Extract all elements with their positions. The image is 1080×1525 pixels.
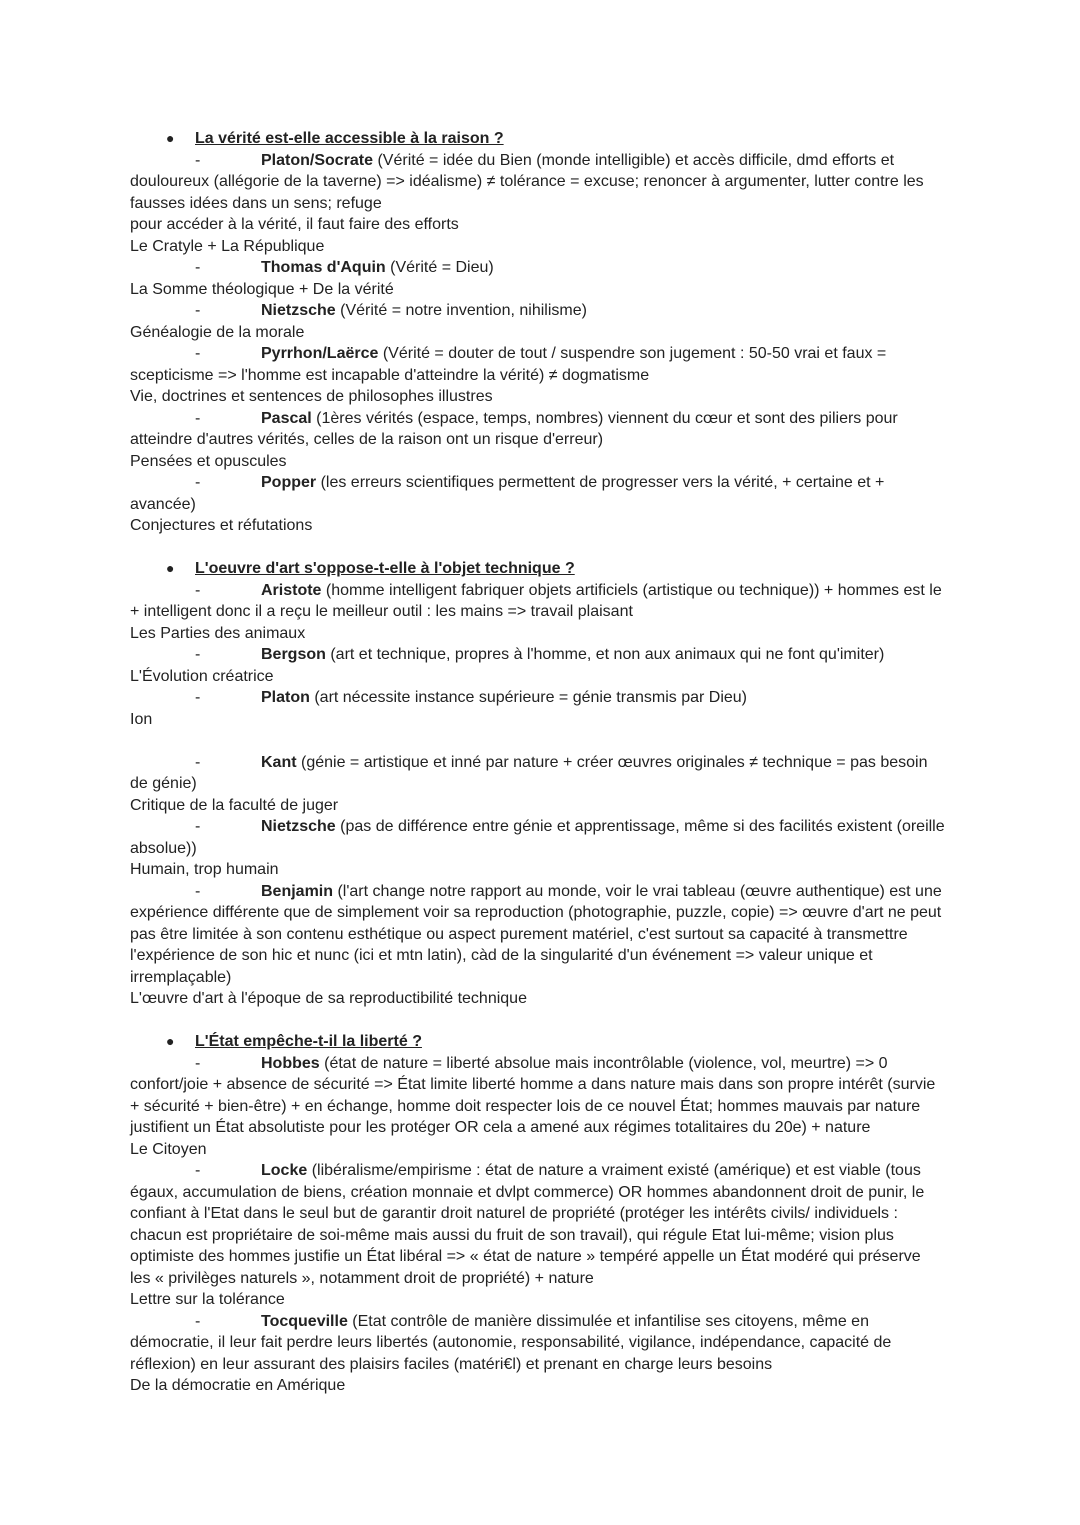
author-name: Benjamin [261, 882, 334, 900]
entry-text: (l'art change notre rapport au monde, voir le vrai tableau (œuvre authentique) est une expérience différente que de simplement voir sa reproduction (photographie, puzzle, copie) => œuvre d'art ne peut pas être limitée à son contenu esthétique ou aspect purement matériel, c'est surtout sa capacité à transmettre l'expérience de son hic et nunc (ici et mtn latin), càd de la singularité d'un événement => valeur unique et irremplaçable) [130, 882, 942, 986]
book-title: Critique de la faculté de juger [130, 796, 339, 814]
entry-nietzsche-verite [130, 300, 945, 322]
section-verite [130, 128, 945, 537]
author-name: Aristote [261, 581, 322, 599]
author-name: Kant [261, 753, 297, 771]
entry-locke [130, 1160, 945, 1289]
book-title: Ion [130, 710, 153, 728]
section-title: L'État empêche-t-il la liberté ? [195, 1033, 422, 1050]
dash-marker: - [195, 882, 201, 900]
entry-text: (Vérité = Dieu) [385, 259, 494, 276]
book-title: Les Parties des animaux [130, 624, 306, 642]
entry-text: (1ères vérités (espace, temps, nombres) viennent du cœur et sont des piliers pour atteindre d'autres vérités, celles de la raison ont un risque d'erreur) [130, 409, 898, 448]
document-page [130, 128, 945, 1418]
entry-platon-socrate [130, 150, 945, 215]
author-name: Bergson [261, 646, 326, 663]
dash-marker: - [195, 646, 201, 663]
section-etat-liberte [130, 1031, 945, 1397]
dash-marker: - [195, 259, 201, 276]
entry-tocqueville [130, 1311, 945, 1376]
author-name: Locke [261, 1162, 308, 1179]
dash-marker: - [195, 581, 201, 599]
book-title: L'Évolution créatrice [130, 667, 274, 685]
section-title: L'oeuvre d'art s'oppose-t-elle à l'objet technique ? [195, 560, 575, 577]
entry-bergson [130, 644, 945, 666]
book-title: Le Cratyle + La République [130, 237, 325, 255]
section-title: La vérité est-elle accessible à la raison ? [195, 130, 504, 147]
entry-benjamin [130, 881, 945, 989]
author-name: Tocqueville [261, 1312, 348, 1330]
author-name: Pascal [261, 409, 312, 427]
dash-marker: - [195, 345, 201, 362]
entry-text: (Vérité = notre invention, nihilisme) [335, 302, 587, 319]
section-heading [130, 558, 945, 580]
dash-marker: - [195, 818, 201, 835]
entry-text: (Etat contrôle de manière dissimulée et infantilise ses citoyens, même en démocratie, il leur fait perdre leurs libertés (autonomie, responsabilité, vigilance, indépendance, capacité de réflexion) en leur assurant des plaisirs faciles (matéri€l) et prenant en charge leurs besoins [130, 1312, 892, 1373]
book-title: Humain, trop humain [130, 861, 279, 878]
section-heading [130, 128, 945, 150]
dash-marker: - [195, 474, 201, 491]
book-title: Vie, doctrines et sentences de philosophes illustres [130, 388, 493, 405]
dash-marker: - [195, 409, 201, 427]
entry-aristote [130, 580, 945, 623]
dash-marker: - [195, 151, 201, 169]
entry-pyrrhon-laerce [130, 343, 945, 386]
book-title: Le Citoyen [130, 1140, 207, 1158]
author-name: Nietzsche [261, 302, 336, 319]
author-name: Thomas d'Aquin [261, 259, 386, 276]
entry-text: (art nécessite instance supérieure = génie transmis par Dieu) [309, 689, 747, 706]
entry-text: (Vérité = douter de tout / suspendre son jugement : 50-50 vrai et faux = scepticisme => l'homme est incapable d'atteindre la vérité) ≠ dogmatisme [130, 345, 887, 384]
entry-kant [130, 752, 945, 795]
book-title: Généalogie de la morale [130, 323, 305, 341]
author-name: Pyrrhon/Laërce [261, 345, 379, 362]
entry-text: (pas de différence entre génie et apprentissage, même si des facilités existent (oreille absolue)) [130, 818, 945, 857]
entry-text: (les erreurs scientifiques permettent de progresser vers la vérité, + certaine et + avancée) [130, 474, 885, 513]
dash-marker: - [195, 753, 201, 771]
entry-text: (art et technique, propres à l'homme, et non aux animaux qui ne font qu'imiter) [325, 646, 885, 663]
author-name: Hobbes [261, 1054, 320, 1072]
dash-marker: - [195, 1162, 201, 1179]
entry-platon-art [130, 687, 945, 709]
entry-note: pour accéder à la vérité, il faut faire des efforts [130, 216, 459, 233]
entry-pascal [130, 408, 945, 451]
bullet-icon: ● [166, 130, 175, 146]
entry-text: (libéralisme/empirisme : état de nature a vraiment existé (amérique) et est viable (tous égaux, accumulation de biens, création monnaie et dvlpt commerce) OR hommes abandonnent droit de punir, le confiant à l'Etat dans le seul but de garantir droit naturel de propriété (protéger les intérêts civils/ individuels : chacun est propriétaire de soi-même mais aussi du fruit de son travail), qui régule Etat lui-même; vision plus optimiste des hommes justifie un État libéral => « état de nature » tempéré appelle un État modéré qui préserve les « privilèges naturels », notamment droit de propriété) + nature [130, 1162, 925, 1287]
entry-text: (état de nature = liberté absolue mais incontrôlable (violence, vol, meurtre) => 0 confort/joie + absence de sécurité => État limite liberté homme a dans nature mais dans son propre intérêt (survie + sécurité + bien-être) + en échange, homme doit respecter lois de ce nouvel État; hommes mauvais par nature justifient un État absolutiste pour les protéger OR cela a amené aux régimes totalitaires du 20e) + nature [130, 1054, 936, 1136]
dash-marker: - [195, 302, 201, 319]
dash-marker: - [195, 1054, 201, 1072]
entry-text: (homme intelligent fabriquer objets artificiels (artistique ou technique)) + hommes est le + intelligent donc il a reçu le meilleur outil : les mains => travail plaisant [130, 581, 942, 620]
bullet-icon: ● [166, 1033, 175, 1049]
author-name: Nietzsche [261, 818, 336, 835]
entry-hobbes [130, 1053, 945, 1139]
author-name: Platon/Socrate [261, 151, 374, 169]
entry-text: (génie = artistique et inné par nature + créer œuvres originales ≠ technique = pas besoin de génie) [130, 753, 928, 792]
book-title: L'œuvre d'art à l'époque de sa reproductibilité technique [130, 990, 527, 1007]
section-heading [130, 1031, 945, 1053]
author-name: Popper [261, 474, 317, 491]
entry-thomas-daquin [130, 257, 945, 279]
book-title: Pensées et opuscules [130, 452, 287, 470]
entry-nietzsche-art [130, 816, 945, 859]
entry-text: (Vérité = idée du Bien (monde intelligible) et accès difficile, dmd efforts et douloureux (allégorie de la taverne) => idéalisme) ≠ tolérance = excuse; renoncer à argumenter, lutter contre les fausses idées dans un sens; refuge [130, 151, 924, 212]
book-title: Lettre sur la tolérance [130, 1291, 285, 1308]
book-title: La Somme théologique + De la vérité [130, 280, 394, 298]
author-name: Platon [261, 689, 310, 706]
dash-marker: - [195, 689, 201, 706]
dash-marker: - [195, 1312, 201, 1330]
entry-popper [130, 472, 945, 515]
book-title: Conjectures et réfutations [130, 517, 313, 534]
book-title: De la démocratie en Amérique [130, 1377, 346, 1394]
bullet-icon: ● [166, 560, 175, 576]
section-oeuvre-art [130, 558, 945, 1010]
